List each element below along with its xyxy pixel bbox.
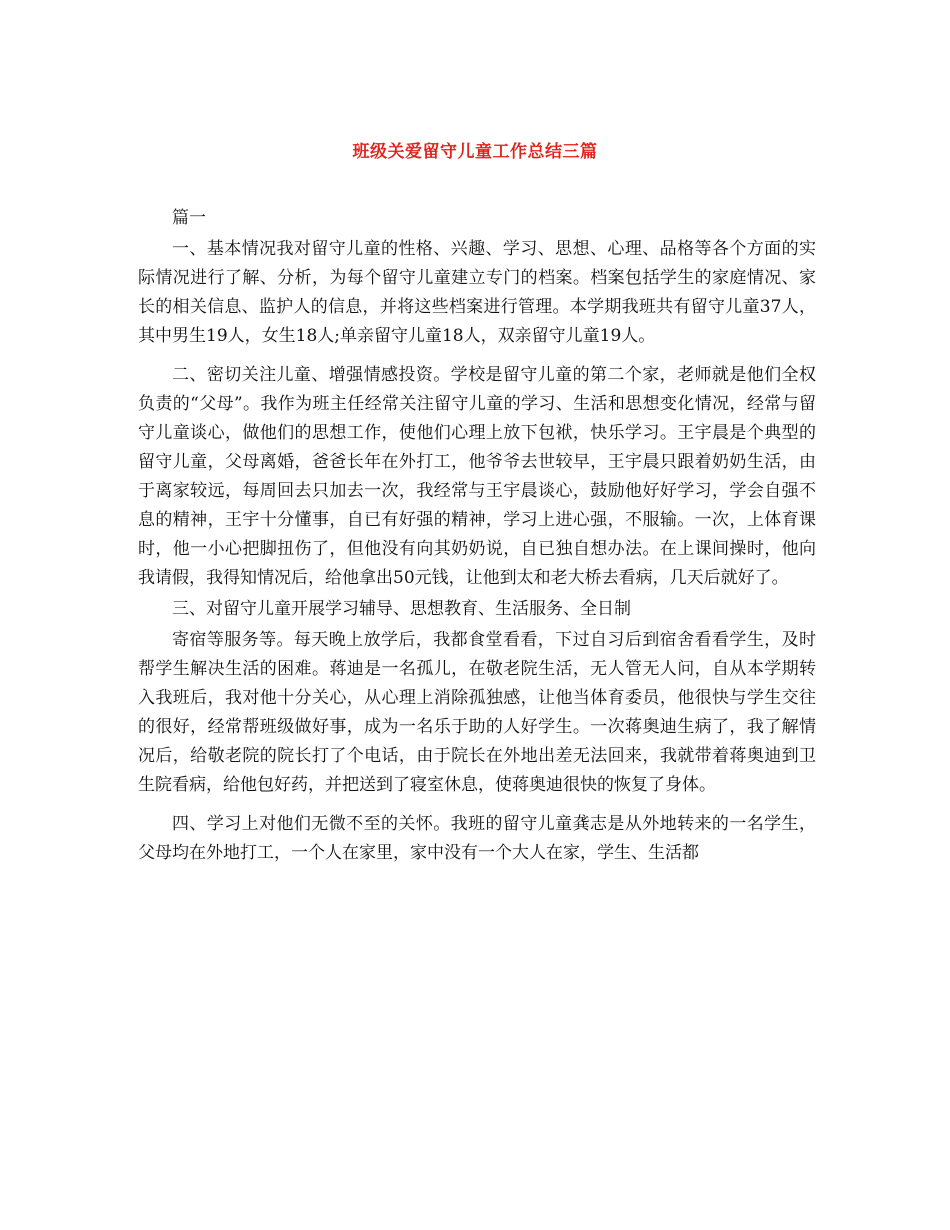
paragraph-emotional-care: 二、密切关注儿童、增强情感投资。学校是留守儿童的第二个家，老师就是他们全权负责的“父母”。我作为班主任经常关注留守儿童的学习、生活和思想变化情况，经常与留守儿童谈心，做他们的思想工作，使他们心理上放下包袱，快乐学习。王宇晨是个典型的留守儿童，父母离婚，爸爸长年在外打工，他爷爷去世较早，王宇晨只跟着奶奶生活，由于离家较远，每周回去只加去一次，我经常与王宇晨谈心，鼓励他好好学习，学会自强不息的精神，王宇十分懂事，自已有好强的精神，学习上进心强，不服输。一次，上体育课时，他一小心把脚扭伤了，但他没有向其奶奶说，自已独自想办法。在上课间操时，他向我请假，我得知情况后，给他拿出50元钱，让他到太和老大桥去看病，几天后就好了。	[138, 365, 816, 588]
document-body	[138, 204, 816, 870]
paragraph-basic-situation: 一、基本情况我对留守儿童的性格、兴趣、学习、思想、心理、品格等各个方面的实际情况进行了解、分析，为每个留守儿童建立专门的档案。档案包括学生的家庭情况、家长的相关信息、监护人的信息，并将这些档案进行管理。本学期我班共有留守儿童37人，其中男生19人，女生18人;单亲留守儿童18人，双亲留守儿童19人。	[138, 239, 816, 346]
paragraph-boarding-services: 寄宿等服务等。每天晚上放学后，我都食堂看看，下过自习后到宿舍看看学生，及时帮学生解决生活的困难。蒋迪是一名孤儿，在敬老院生活，无人管无人问，自从本学期转入我班后，我对他十分关心，从心理上消除孤独感，让他当体育委员，他很快与学生交往的很好，经常帮班级做好事，成为一名乐于助的人好学生。一次蒋奥迪生病了，我了解情况后，给敬老院的院长打了个电话，由于院长在外地出差无法回来，我就带着蒋奥迪到卫生院看病，给他包好药，并把送到了寝室休息，使蒋奥迪很快的恢复了身体。	[138, 630, 816, 795]
paragraph-services-heading: 三、对留守儿童开展学习辅导、思想教育、生活服务、全日制	[172, 599, 631, 619]
section-heading: 篇一	[172, 208, 206, 228]
paragraph-study-care: 四、学习上对他们无微不至的关怀。我班的留守儿童龚志是从外地转来的一名学生，父母均在外地打工，一个人在家里，家中没有一个大人在家，学生、生活都	[138, 814, 816, 863]
document-title: 班级关爱留守儿童工作总结三篇	[352, 142, 598, 162]
